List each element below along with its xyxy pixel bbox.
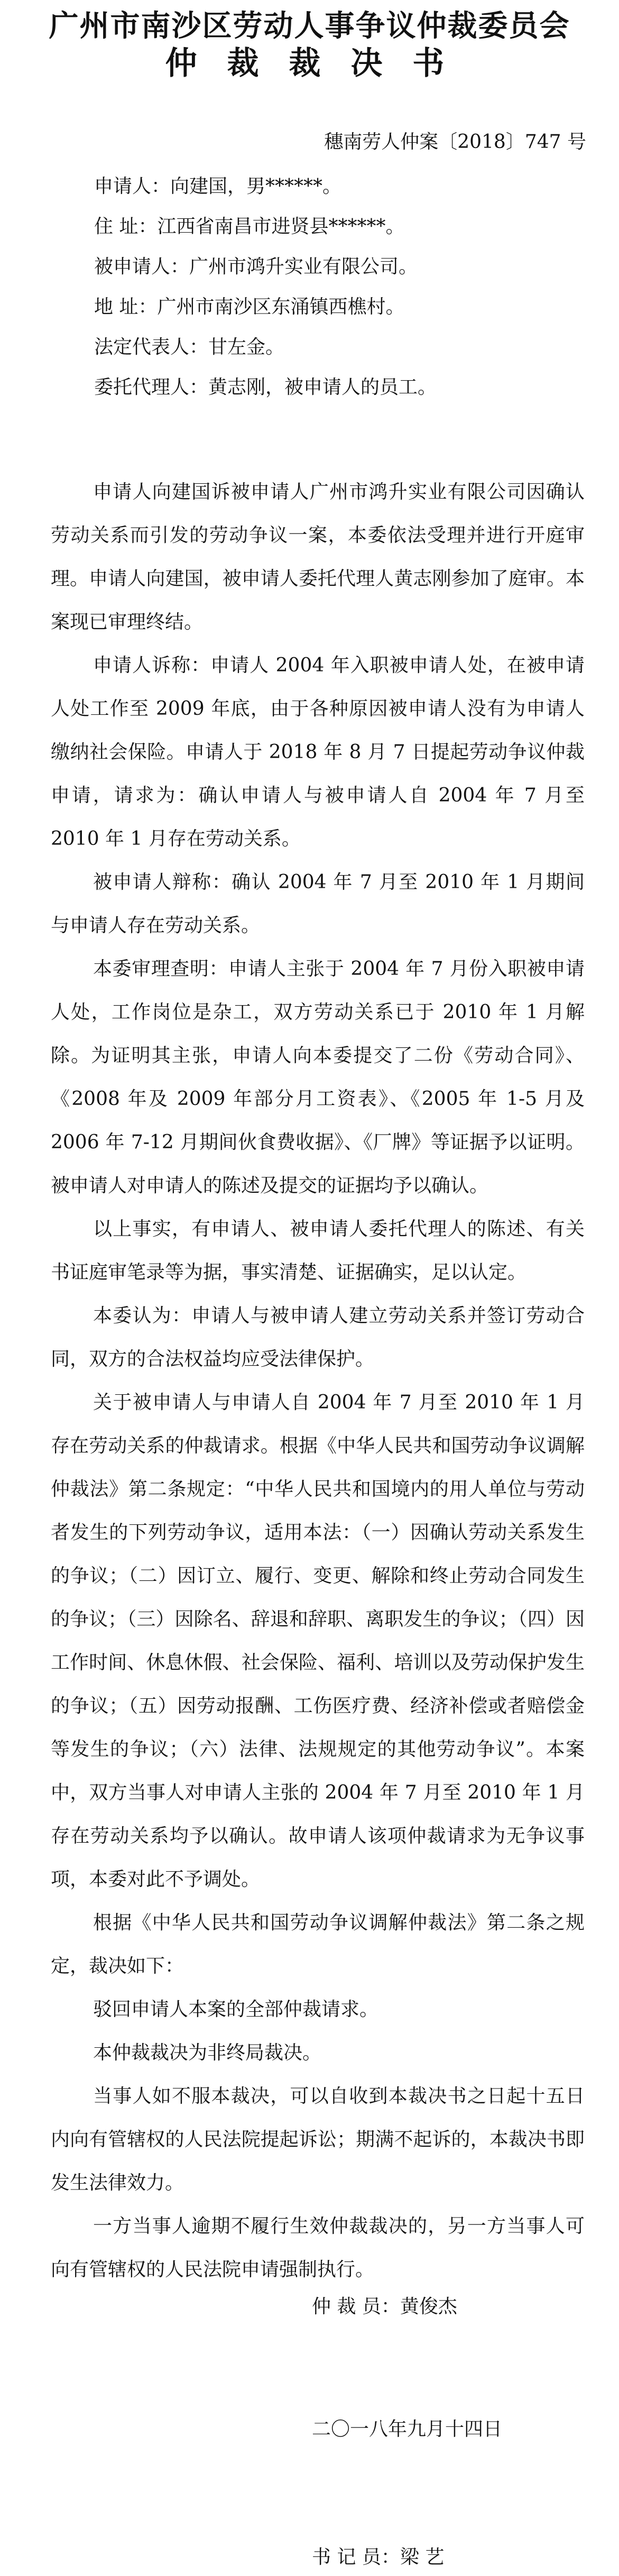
- clerk-signature: 书 记 员：梁 艺: [312, 2546, 445, 2568]
- arbitrator-signature: 仲 裁 员：黄俊杰: [312, 2296, 457, 2317]
- paragraph-appeal-notice: 当事人如不服本裁决，可以自收到本裁决书之日起十五日内向有管辖权的人民法院提起诉讼；期满不起诉的，本裁决书即发生法律效力。: [51, 2085, 585, 2194]
- case-number: 穗南劳人仲案〔2018〕747 号: [324, 131, 586, 153]
- agent-line: 委托代理人：黄志刚，被申请人的员工。: [94, 376, 437, 398]
- paragraph-facts-confirmed: 以上事实，有申请人、被申请人委托代理人的陈述、有关书证庭审笔录等为据，事实清楚、证据确实，足以认定。: [51, 1218, 585, 1283]
- issuing-authority-title: 广州市南沙区劳动人事争议仲裁委员会: [49, 8, 570, 43]
- applicant-line: 申请人：向建国，男******。: [94, 176, 342, 197]
- paragraph-findings: 本委审理查明：申请人主张于 2004 年 7 月份入职被申请人处，工作岗位是杂工，双方劳动关系已于 2010 年 1 月解除。为证明其主张，申请人向本委提交了二份《劳动合同》、《2008 年及 2009 年部分月工资表》、《2005 年 1-5 月及 2006 年 7-12 月期间伙食费收据》、《厂牌》等证据予以证明。被申请人对申请人的陈述及提交的证据均予以确认。: [51, 958, 585, 1197]
- paragraph-case-intro: 申请人向建国诉被申请人广州市鸿升实业有限公司因确认劳动关系而引发的劳动争议一案，本委依法受理并进行开庭审理。申请人向建国，被申请人委托代理人黄志刚参加了庭审。本案现已审理终结。: [51, 481, 585, 633]
- applicant-address-line: 住 址：江西省南昌市进贤县******。: [94, 216, 405, 237]
- paragraph-award-basis: 根据《中华人民共和国劳动争议调解仲裁法》第二条之规定，裁决如下：: [51, 1912, 585, 1977]
- paragraph-enforcement-notice: 一方当事人逾期不履行生效仲裁裁决的，另一方当事人可向有管辖权的人民法院申请强制执行。: [51, 2215, 585, 2280]
- paragraph-non-final-notice: 本仲裁裁决为非终局裁决。: [93, 2042, 322, 2064]
- paragraph-award-ruling: 驳回申请人本案的全部仲裁请求。: [93, 1999, 379, 2020]
- respondent-address-line: 地 址：广州市南沙区东涌镇西樵村。: [94, 296, 405, 318]
- paragraph-legal-analysis: 关于被申请人与申请人自 2004 年 7 月至 2010 年 1 月存在劳动关系的仲裁请求。根据《中华人民共和国劳动争议调解仲裁法》第二条规定：“中华人民共和国境内的用人单位与劳动者发生的下列劳动争议，适用本法：（一）因确认劳动关系发生的争议；（二）因订立、履行、变更、解除和终止劳动合同发生的争议；（三）因除名、辞退和辞职、离职发生的争议；（四）因工作时间、休息休假、社会保险、福利、培训以及劳动保护发生的争议；（五）因劳动报酬、工伤医疗费、经济补偿或者赔偿金等发生的争议；（六）法律、法规规定的其他劳动争议”。本案中，双方当事人对申请人主张的 2004 年 7 月至 2010 年 1 月存在劳动关系均予以确认。故申请人该项仲裁请求为无争议事项，本委对此不予调处。: [51, 1392, 585, 1890]
- legal-representative-line: 法定代表人：甘左金。: [94, 336, 285, 358]
- respondent-line: 被申请人：广州市鸿升实业有限公司。: [94, 256, 418, 278]
- paragraph-respondent-defense: 被申请人辩称：确认 2004 年 7 月至 2010 年 1 月期间与申请人存在劳动关系。: [51, 871, 585, 936]
- paragraph-committee-opinion: 本委认为：申请人与被申请人建立劳动关系并签订劳动合同，双方的合法权益均应受法律保护。: [51, 1305, 585, 1370]
- paragraph-applicant-claim: 申请人诉称：申请人 2004 年入职被申请人处，在被申请人处工作至 2009 年底，由于各种原因被申请人没有为申请人缴纳社会保险。申请人于 2018 年 8 月 7 日提起劳动争议仲裁申请，请求为：确认申请人与被申请人自 2004 年 7 月至 2010 年 1 月存在劳动关系。: [51, 655, 585, 850]
- award-body: [51, 471, 585, 2292]
- award-date: 二〇一八年九月十四日: [312, 2418, 503, 2440]
- document-type-title: 仲 裁 裁 决 书: [165, 45, 454, 82]
